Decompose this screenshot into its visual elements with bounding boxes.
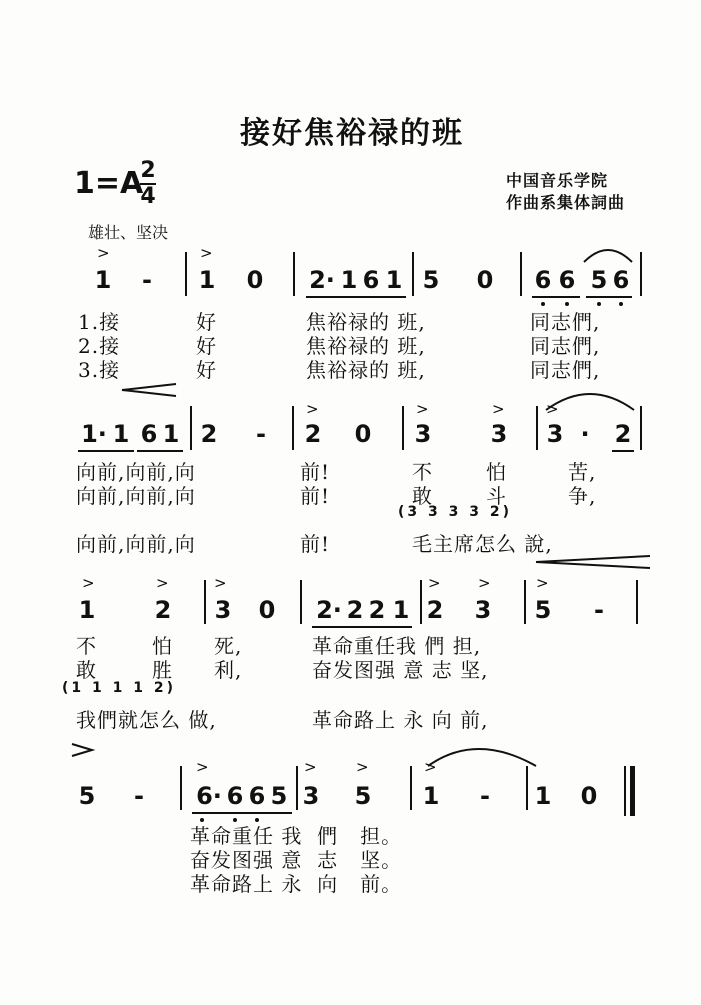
note: 2 [614, 420, 632, 448]
decrescendo-hairpin [72, 744, 92, 756]
note: 6 [248, 782, 266, 810]
tie [428, 749, 536, 766]
note: 3 [546, 420, 564, 448]
lyric: 奋发图强 意 志 坚, [312, 658, 489, 682]
lyric: 奋发图强 意 志 坚。 [190, 848, 403, 872]
note: 3 [414, 420, 432, 448]
note: 1 [422, 782, 440, 810]
accent-mark: > [200, 244, 213, 262]
note: 1 [392, 596, 410, 624]
lyric: 前! [300, 484, 331, 508]
note: - [134, 782, 144, 810]
lyric: 争, [568, 484, 597, 508]
note: 6 [558, 266, 576, 294]
accent-mark: > [306, 400, 319, 418]
note: 0 [258, 596, 276, 624]
lyric: 不 [412, 460, 433, 484]
lyric: 革命路上 永 向 前。 [190, 872, 403, 896]
lyric: 焦裕禄的 班, [306, 334, 426, 358]
accent-mark: > [546, 400, 559, 418]
lyric: 革命重任 我 們 担。 [190, 824, 403, 848]
note: 5 [78, 782, 96, 810]
note: 1 [112, 420, 130, 448]
lyric: 我們就怎么 做, [76, 708, 217, 732]
lyric: 敢 [76, 658, 97, 682]
note: 2 [154, 596, 172, 624]
accent-mark: > [214, 574, 227, 592]
note: 0 [476, 266, 494, 294]
song-title: 接好焦裕禄的班 [240, 116, 464, 151]
note: - [142, 266, 152, 294]
accent-mark: > [156, 574, 169, 592]
note: 0 [354, 420, 372, 448]
note: 1 [78, 596, 96, 624]
lyric: 好 [196, 310, 217, 334]
alt-notes: (3 3 3 3 2) [398, 504, 512, 520]
note: 6 [534, 266, 552, 294]
accent-mark: > [356, 758, 369, 776]
lyric: 向前,向前,向 [76, 532, 196, 556]
lyric: 同志們, [530, 334, 601, 358]
lyric: 死, [214, 634, 243, 658]
decrescendo-hairpin [536, 556, 650, 568]
note: 5 [270, 782, 288, 810]
accent-mark: > [97, 244, 110, 262]
lyric: 2.接 [78, 334, 121, 358]
lyric: 毛主席怎么 說, [412, 532, 553, 556]
lyric: 向前,向前,向 [76, 484, 196, 508]
accent-mark: > [416, 400, 429, 418]
slur [584, 250, 632, 262]
note: 1 [534, 782, 552, 810]
crescendo-hairpin [122, 384, 176, 396]
accent-mark: > [428, 574, 441, 592]
lyric: 前! [300, 532, 331, 556]
lyric: 3.接 [78, 358, 121, 382]
note: 5 [354, 782, 372, 810]
accent-mark: > [424, 758, 437, 776]
note: 1 [94, 266, 112, 294]
lyric: 焦裕禄的 班, [306, 358, 426, 382]
lyric: 胜 [152, 658, 173, 682]
note: 6 [140, 420, 158, 448]
note: 6 [362, 266, 380, 294]
note: 5 [422, 266, 440, 294]
note: 2 [368, 596, 386, 624]
alt-notes: (1 1 1 1 2) [62, 680, 176, 696]
note: 2 [200, 420, 218, 448]
accent-mark: > [196, 758, 209, 776]
note: 2 [426, 596, 444, 624]
time-bottom: 4 [140, 184, 156, 209]
credit-line-2: 作曲系集体詞曲 [506, 193, 626, 212]
lyric: 同志們, [530, 358, 601, 382]
lyric: 斗 [486, 484, 507, 508]
accent-mark: > [304, 758, 317, 776]
lyric: 苦, [568, 460, 597, 484]
note: 6· [196, 782, 222, 810]
note: 3 [302, 782, 320, 810]
lyric: 革命路上 永 向 前, [312, 708, 489, 732]
lyric: 前! [300, 460, 331, 484]
lyric: 1.接 [78, 310, 121, 334]
note: · [580, 420, 590, 448]
credit-line-1: 中国音乐学院 [506, 171, 609, 190]
lyric: 向前,向前,向 [76, 460, 196, 484]
note: 2· [316, 596, 342, 624]
lyric: 怕 [486, 460, 507, 484]
note: 2 [304, 420, 322, 448]
note: 1 [385, 266, 403, 294]
accent-mark: > [82, 574, 95, 592]
lyric: 敢 [412, 484, 433, 508]
time-top: 2 [140, 158, 156, 183]
lyric: 利, [214, 658, 243, 682]
note: - [480, 782, 490, 810]
key-signature: 1=A [74, 166, 144, 201]
note: 2 [346, 596, 364, 624]
lyric: 好 [196, 334, 217, 358]
note: 5 [590, 266, 608, 294]
lyric: 焦裕禄的 班, [306, 310, 426, 334]
note: 1· [81, 420, 107, 448]
note: 1 [198, 266, 216, 294]
note: 1 [340, 266, 358, 294]
lyric: 同志們, [530, 310, 601, 334]
note: 6 [612, 266, 630, 294]
tempo-marking: 雄壮、坚决 [88, 223, 169, 242]
lyric: 不 [76, 634, 97, 658]
note: - [594, 596, 604, 624]
accent-mark: > [478, 574, 491, 592]
note: 0 [246, 266, 264, 294]
lyric: 怕 [152, 634, 173, 658]
note: 3 [474, 596, 492, 624]
note: 3 [490, 420, 508, 448]
lyric: 好 [196, 358, 217, 382]
accent-mark: > [492, 400, 505, 418]
lyric: 革命重任我 們 担, [312, 634, 482, 658]
note: 2· [309, 266, 335, 294]
note: 5 [534, 596, 552, 624]
slur [546, 394, 634, 410]
note: 0 [580, 782, 598, 810]
note: - [256, 420, 266, 448]
note: 3 [214, 596, 232, 624]
note: 6 [226, 782, 244, 810]
accent-mark: > [536, 574, 549, 592]
note: 1 [162, 420, 180, 448]
